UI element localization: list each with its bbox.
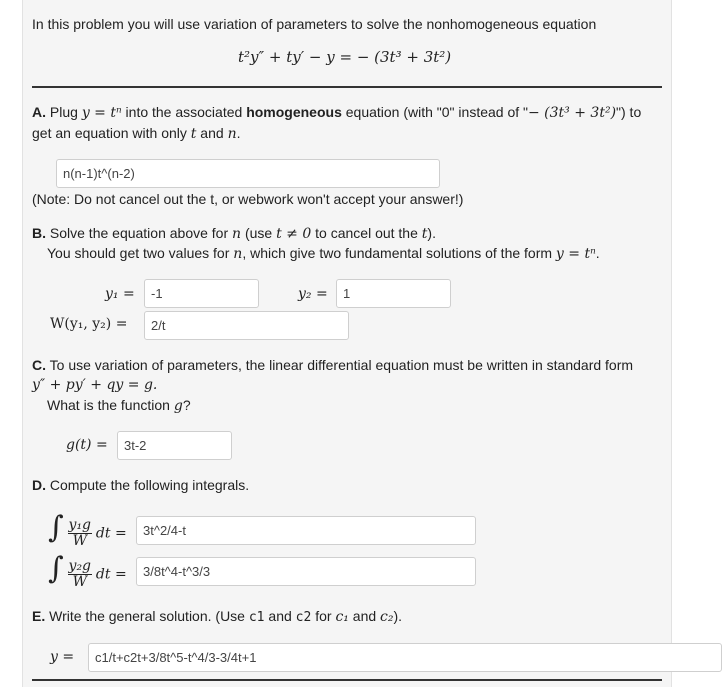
part-e-text: and xyxy=(348,608,381,624)
part-a-text: and xyxy=(196,125,228,141)
y1-label: y₁ = xyxy=(105,286,135,302)
part-c-line3 xyxy=(47,397,191,414)
part-b-math-n: n xyxy=(233,246,243,262)
part-a-homogeneous: homogeneous xyxy=(246,104,342,120)
main-equation: t²y″ + ty′ − y = − (3t³ + 3t²) xyxy=(238,48,452,66)
part-e-text: ). xyxy=(393,608,403,624)
c2-code: c2 xyxy=(295,610,312,625)
part-b-text: You should get two values for xyxy=(47,245,234,261)
part-c-math-g: g xyxy=(173,398,183,414)
part-a-math-ansatz: y = tⁿ xyxy=(81,105,122,121)
standard-form-equation: y″ + py′ + qy = g. xyxy=(32,377,158,393)
part-b-text: to cancel out the xyxy=(311,225,422,241)
part-b-text: , which give two fundamental solutions of the form xyxy=(242,245,556,261)
part-e-text: Write the general solution. (Use xyxy=(49,608,249,624)
part-b-text: Solve the equation above for xyxy=(49,225,233,241)
divider-top xyxy=(32,86,662,88)
part-c-text: What is the function xyxy=(47,397,174,413)
part-a-math-t: t xyxy=(190,126,197,142)
intro-text: In this problem you will use variation of parameters to solve the nonhomogeneous equation xyxy=(32,16,597,32)
integral-1-numerator: y₁g xyxy=(68,516,92,533)
c1-math: c₁ xyxy=(335,609,349,625)
part-c-text: ? xyxy=(182,397,191,413)
divider-bottom xyxy=(32,679,662,681)
part-c-label: C. xyxy=(32,357,46,373)
integral-2-denominator: W xyxy=(72,573,87,590)
part-c-line1 xyxy=(32,357,633,373)
integral-2-input[interactable] xyxy=(136,557,476,586)
part-d-line1 xyxy=(32,477,249,493)
wronskian-input[interactable] xyxy=(144,311,349,340)
integral-2-fraction xyxy=(68,559,92,590)
part-b-math-t: t xyxy=(421,226,428,242)
integral-2-numerator: y₂g xyxy=(68,557,92,574)
general-solution-input[interactable] xyxy=(88,643,722,672)
part-b-math-t-nonzero: t ≠ 0 xyxy=(276,226,312,242)
part-a-text: ") to xyxy=(616,104,642,120)
part-a-answer-input[interactable] xyxy=(56,159,440,188)
part-b-text: . xyxy=(595,245,600,261)
part-b-math-n: n xyxy=(232,226,242,242)
part-a-text: into the associated xyxy=(121,104,247,120)
part-b-line1 xyxy=(32,225,436,242)
y1-input[interactable] xyxy=(144,279,259,308)
c1-code: c1 xyxy=(248,610,265,625)
part-a-label: A. xyxy=(32,104,46,120)
integral-1-input[interactable] xyxy=(136,516,476,545)
part-a-text: . xyxy=(236,125,241,141)
part-b-text: ). xyxy=(427,225,436,241)
part-b-text: (use xyxy=(241,225,277,241)
general-solution-label: y = xyxy=(50,649,75,665)
y2-label: y₂ = xyxy=(298,286,328,302)
integral-sign: ∫ xyxy=(48,510,64,545)
g-input[interactable] xyxy=(117,431,232,460)
part-a-line1 xyxy=(32,104,641,121)
c2-math: c₂ xyxy=(380,609,394,625)
part-b-label: B. xyxy=(32,225,46,241)
integral-1-dt: dt = xyxy=(95,525,127,542)
integral-1-fraction xyxy=(68,518,92,549)
part-a-text: equation (with "0" instead of " xyxy=(341,104,528,120)
integral-2-dt: dt = xyxy=(95,566,127,583)
part-c-text: To use variation of parameters, the linear differential equation must be written in standard form xyxy=(49,357,634,373)
part-b-math-form: y = tⁿ xyxy=(555,246,596,262)
integral-1-expression xyxy=(48,510,127,549)
part-e-line1 xyxy=(32,608,402,625)
integral-sign: ∫ xyxy=(48,551,64,586)
part-a-note: (Note: Do not cancel out the t, or webwork won't accept your answer!) xyxy=(32,191,464,207)
part-a-line2 xyxy=(32,125,240,142)
part-e-text: and xyxy=(264,608,296,624)
part-e-label: E. xyxy=(32,608,46,624)
part-a-text: Plug xyxy=(49,104,82,120)
wronskian-label: W(y₁, y₂) = xyxy=(50,316,128,332)
part-a-math-n: n xyxy=(227,126,237,142)
integral-2-expression xyxy=(48,551,127,590)
part-e-text: for xyxy=(311,608,336,624)
part-a-math-rhs: − (3t³ + 3t²) xyxy=(528,105,617,121)
part-d-text: Compute the following integrals. xyxy=(49,477,250,493)
part-b-line2 xyxy=(47,245,600,262)
g-label: g(t) = xyxy=(66,437,108,453)
y2-input[interactable] xyxy=(336,279,451,308)
integral-1-denominator: W xyxy=(72,532,87,549)
part-a-text: get an equation with only xyxy=(32,125,191,141)
part-d-label: D. xyxy=(32,477,46,493)
